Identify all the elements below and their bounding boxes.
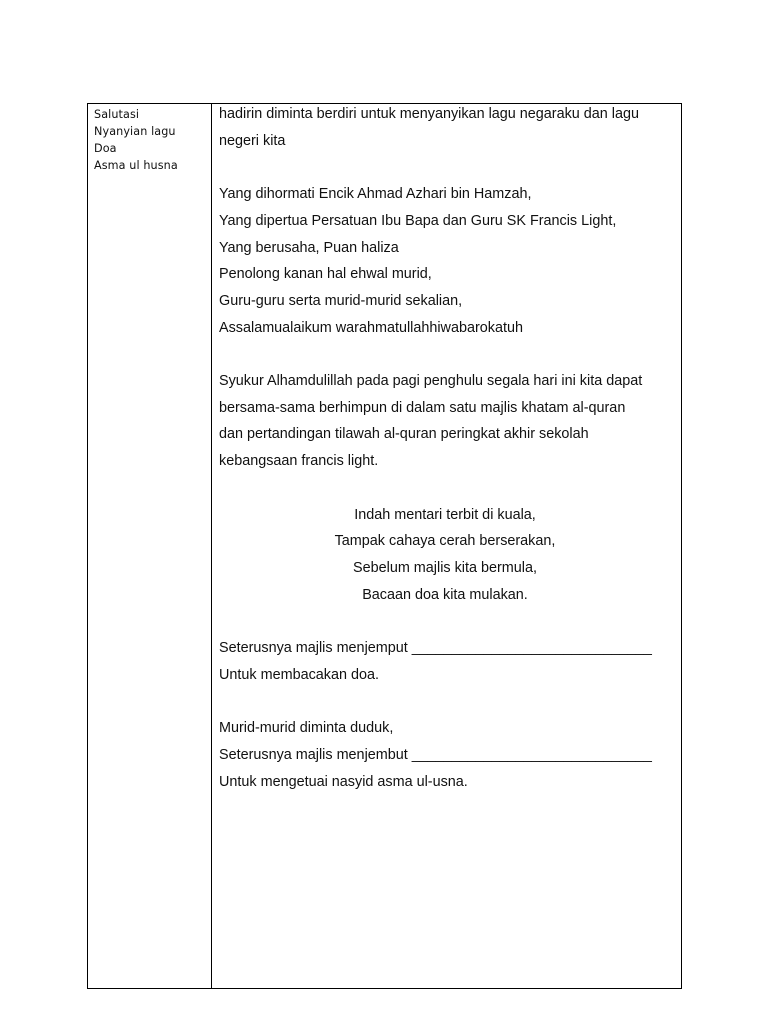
section-label-asma-ul-husna: Asma ul husna — [94, 159, 178, 172]
opening-line: negeri kita — [219, 132, 286, 149]
salutation-line: Yang dipertua Persatuan Ibu Bapa dan Guru SK Francis Light, — [219, 212, 617, 229]
opening-line: hadirin diminta berdiri untuk menyanyikan lagu negaraku dan lagu — [219, 106, 639, 122]
pantun-line: Sebelum majlis kita bermula, — [353, 559, 537, 576]
paragraph-spacer — [219, 475, 681, 502]
section-label-doa: Doa — [94, 142, 117, 155]
pantun-line: Tampak cahaya cerah berserakan, — [334, 533, 556, 550]
doa-invite-line: Seterusnya majlis menjemput ______________________________ — [219, 640, 652, 656]
salutation-line: Assalamualaikum warahmatullahhiwabarokatuh — [219, 319, 523, 336]
intro-line: Syukur Alhamdulillah pada pagi penghulu segala hari ini kita dapat — [219, 373, 643, 389]
asma-invite-line: Seterusnya majlis menjembut ______________________________ — [219, 746, 652, 763]
intro-line: bersama-sama berhimpun di dalam satu majlis khatam al-quran — [219, 399, 626, 416]
asma-invite-line: Murid-murid diminta duduk, — [219, 720, 394, 737]
paragraph-spacer — [219, 608, 681, 635]
section-label-nyanyian-lagu: Nyanyian lagu — [94, 125, 176, 138]
paragraph-spacer — [219, 154, 681, 181]
salutation-line: Yang dihormati Encik Ahmad Azhari bin Hamzah, — [219, 186, 532, 203]
paragraph-spacer — [219, 688, 681, 715]
asma-invite-line: Untuk mengetuai nasyid asma ul-usna. — [219, 773, 468, 790]
section-label-salutasi: Salutasi — [94, 108, 140, 121]
intro-line: kebangsaan francis light. — [219, 453, 379, 470]
pantun-line: Bacaan doa kita mulakan. — [362, 586, 528, 603]
script-table — [87, 103, 682, 989]
doa-invite-line: Untuk membacakan doa. — [219, 666, 379, 683]
salutation-line: Yang berusaha, Puan haliza — [219, 239, 399, 256]
intro-line: dan pertandingan tilawah al-quran peringkat akhir sekolah — [219, 426, 589, 443]
salutation-line: Guru-guru serta murid-murid sekalian, — [219, 292, 463, 309]
paragraph-spacer — [219, 341, 681, 368]
section-labels-column — [88, 104, 212, 988]
salutation-line: Penolong kanan hal ehwal murid, — [219, 266, 432, 283]
pantun-line: Indah mentari terbit di kuala, — [354, 506, 536, 523]
script-text-column — [212, 104, 681, 988]
